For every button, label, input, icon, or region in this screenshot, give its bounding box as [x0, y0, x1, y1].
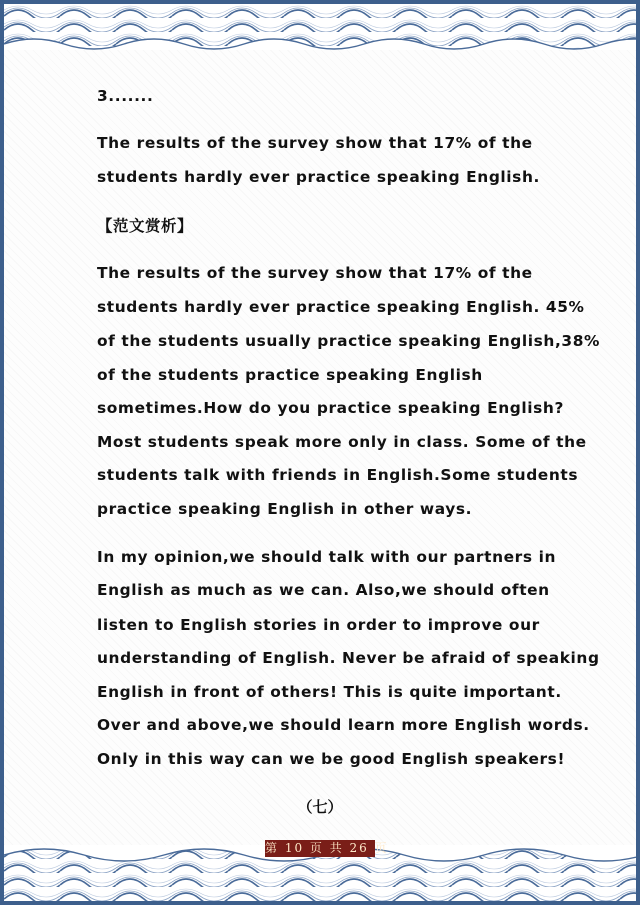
analysis-heading: 【范文赏析】	[97, 217, 193, 235]
text-line: of the students usually practice speaking English,38%	[97, 332, 601, 350]
text-line: students hardly ever practice speaking English.	[97, 168, 540, 186]
text-line: practice speaking English in other ways.	[97, 500, 473, 518]
text-line: understanding of English. Never be afraid of speaking	[97, 649, 600, 667]
text-line: Over and above,we should learn more English words.	[97, 716, 590, 734]
text-line: English as much as we can. Also,we should often	[97, 581, 550, 599]
text-line: Only in this way can we be good English speakers!	[97, 750, 566, 768]
top-wave-decoration	[4, 4, 636, 50]
page-number-badge: 第 10 页 共 26 页	[265, 841, 389, 855]
text-line: In my opinion,we should talk with our partners in	[97, 548, 556, 566]
text-line: English in front of others! This is quite important.	[97, 683, 562, 701]
section-heading: （七）	[297, 798, 343, 816]
text-line: of the students practice speaking English	[97, 366, 483, 384]
text-line: 3.......	[97, 87, 154, 105]
text-line: listen to English stories in order to improve our	[97, 616, 540, 634]
text-line: students hardly ever practice speaking English. 45%	[97, 298, 585, 316]
text-line: The results of the survey show that 17% of the	[97, 134, 533, 152]
text-line: Most students speak more only in class. Some of the	[97, 433, 587, 451]
text-line: sometimes.How do you practice speaking English?	[97, 399, 565, 417]
text-line: students talk with friends in English.Some students	[97, 466, 579, 484]
text-line: The results of the survey show that 17% of the	[97, 264, 533, 282]
